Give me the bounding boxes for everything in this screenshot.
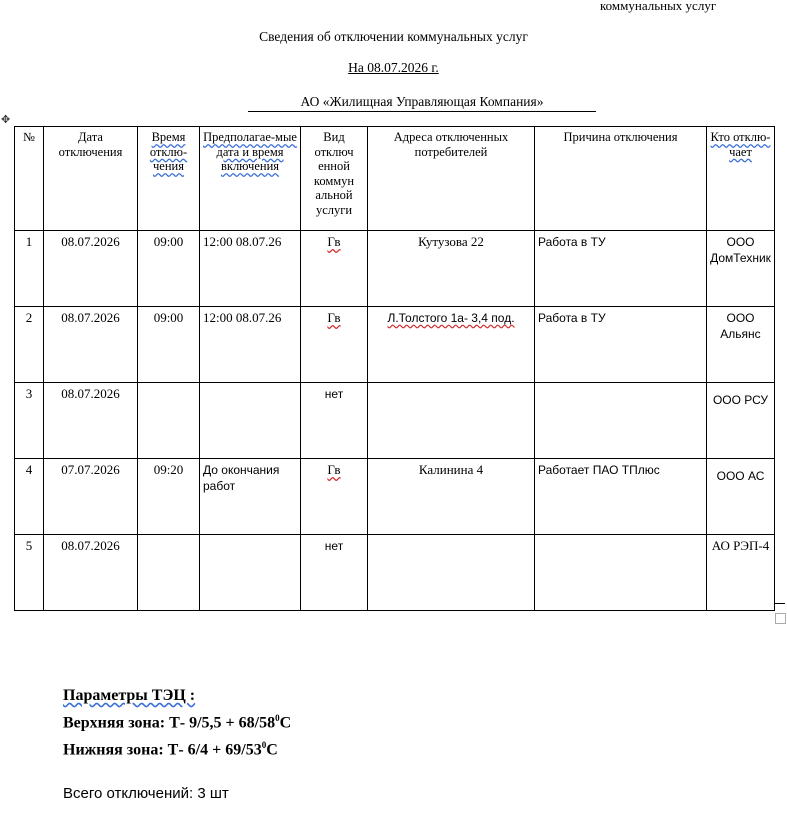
cell-num: 4 — [15, 459, 44, 535]
cell-time: 09:20 — [138, 459, 200, 535]
cell-date: 08.07.2026 — [44, 383, 138, 459]
cell-reason — [535, 535, 707, 611]
cell-address: Калинина 4 — [368, 459, 535, 535]
cell-who: ООО АС — [707, 459, 775, 535]
table-move-icon[interactable]: ✥ — [1, 113, 11, 126]
table-edge-marker — [775, 603, 785, 605]
cell-service: Гв — [301, 459, 368, 535]
cell-time — [138, 383, 200, 459]
cell-who: ООО РСУ — [707, 383, 775, 459]
params-title: Параметры ТЭЦ : — [63, 687, 196, 704]
col-header-time: Время отклю-чения — [138, 127, 200, 231]
table-row — [15, 459, 775, 535]
outage-table — [14, 126, 775, 611]
tec-parameters — [63, 684, 291, 762]
cell-num: 2 — [15, 307, 44, 383]
total-outages: Всего отключений: 3 шт — [63, 785, 229, 802]
cell-who: ООО Альянс — [707, 307, 775, 383]
cell-who: АО РЭП-4 — [707, 535, 775, 611]
cell-restore: До окончания работ — [200, 459, 301, 535]
cell-date: 08.07.2026 — [44, 307, 138, 383]
params-lower-zone: Нижняя зона: Т- $6/4 + 69/53^0С$ — [63, 740, 278, 759]
table-header-row — [15, 127, 775, 231]
cell-time — [138, 535, 200, 611]
params-upper-zone: Верхняя зона: Т- $9/5,5 + 68/58^0С$ — [63, 713, 292, 732]
cell-restore — [200, 535, 301, 611]
col-header-reason: Причина отключения — [535, 127, 707, 231]
cell-time: 09:00 — [138, 231, 200, 307]
col-header-date: Дата отключения — [44, 127, 138, 231]
cell-reason: Работа в ТУ — [535, 231, 707, 307]
cell-num: 3 — [15, 383, 44, 459]
cell-date: 08.07.2026 — [44, 535, 138, 611]
cell-address — [368, 383, 535, 459]
cell-service: нет — [301, 535, 368, 611]
header-fragment: коммунальных услуг — [600, 0, 717, 13]
table-row — [15, 231, 775, 307]
cell-time: 09:00 — [138, 307, 200, 383]
col-header-num: № — [15, 127, 44, 231]
cell-num: 5 — [15, 535, 44, 611]
cell-reason — [535, 383, 707, 459]
cell-restore: 12:00 08.07.26 — [200, 231, 301, 307]
cell-address: Л.Толстого 1а- 3,4 под. — [368, 307, 535, 383]
cell-address — [368, 535, 535, 611]
cell-reason: Работа в ТУ — [535, 307, 707, 383]
cell-address: Кутузова 22 — [368, 231, 535, 307]
col-header-who: Кто отклю-чает — [707, 127, 775, 231]
cell-restore — [200, 383, 301, 459]
table-row — [15, 383, 775, 459]
col-header-service: Вид отключ енной коммун альной услуги — [301, 127, 368, 231]
col-header-address: Адреса отключенных потребителей — [368, 127, 535, 231]
cell-service: нет — [301, 383, 368, 459]
table-resize-icon[interactable] — [775, 613, 786, 624]
cell-restore: 12:00 08.07.26 — [200, 307, 301, 383]
cell-who: ООО ДомТехник — [707, 231, 775, 307]
table-row — [15, 307, 775, 383]
document-title: Сведения об отключении коммунальных услуг — [259, 29, 528, 44]
document-date: На 08.07.2026 г. — [348, 60, 439, 75]
col-header-restore: Предполагае-мые дата и время включения — [200, 127, 301, 231]
cell-reason: Работает ПАО ТПлюс — [535, 459, 707, 535]
cell-date: 07.07.2026 — [44, 459, 138, 535]
company-name: АО «Жилищная Управляющая Компания» — [248, 94, 596, 112]
cell-date: 08.07.2026 — [44, 231, 138, 307]
cell-num: 1 — [15, 231, 44, 307]
cell-service: Гв — [301, 231, 368, 307]
cell-service: Гв — [301, 307, 368, 383]
table-row — [15, 535, 775, 611]
